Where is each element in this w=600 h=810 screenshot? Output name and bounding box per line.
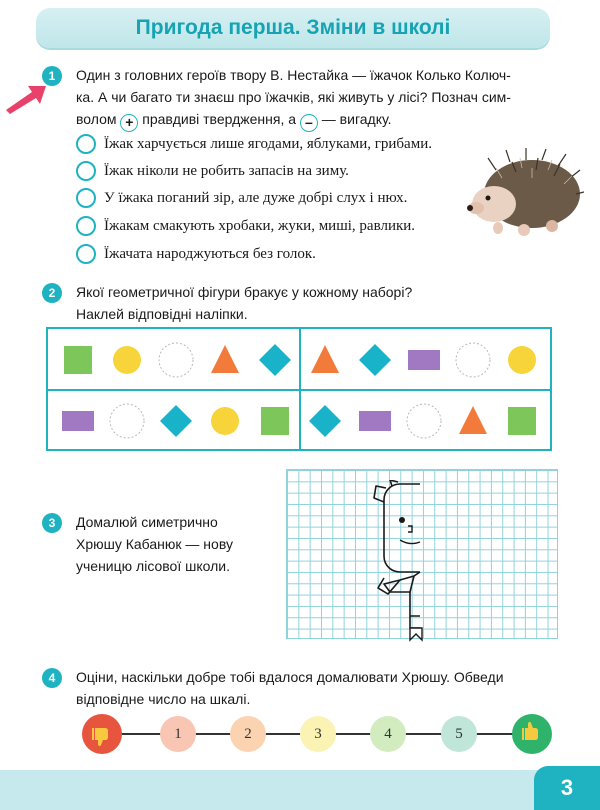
task-1-text: Один з головних героїв твору В. Нестайка — їжачок Колько Колюч- ка. А чи багато ти знаєш про їжачків, які живуть у лісі? Познач сим- волом + правдиві твердження, а – — вигадку. bbox=[76, 67, 511, 130]
scale-value-1[interactable]: 1 bbox=[160, 716, 196, 752]
answer-circle[interactable] bbox=[76, 161, 96, 181]
scale-value-3[interactable]: 3 bbox=[300, 716, 336, 752]
task-number-1: 1 bbox=[42, 66, 62, 86]
task-number-3: 3 bbox=[42, 513, 62, 533]
minus-symbol-icon: – bbox=[300, 114, 318, 132]
rect-purple-shape bbox=[359, 411, 391, 431]
rect-purple-shape bbox=[62, 411, 94, 431]
hedgehog-image bbox=[466, 148, 584, 240]
diamond-blue-shape bbox=[309, 405, 341, 437]
footer-band bbox=[0, 770, 600, 810]
empty-sticker-slot[interactable] bbox=[110, 404, 144, 438]
answer-circle[interactable] bbox=[76, 216, 96, 236]
shapes-table bbox=[46, 327, 552, 451]
title-box bbox=[36, 8, 550, 48]
square-green-shape bbox=[508, 407, 536, 435]
scale-value-2[interactable]: 2 bbox=[230, 716, 266, 752]
circle-yellow-shape bbox=[211, 407, 239, 435]
square-green-shape bbox=[64, 346, 92, 374]
scale-value-5[interactable]: 5 bbox=[441, 716, 477, 752]
answer-option-5[interactable]: Їжачата народжуються без голок. bbox=[76, 243, 316, 265]
triangle-orange-shape bbox=[459, 406, 487, 434]
page-number: 3 bbox=[534, 766, 600, 810]
task-number-4: 4 bbox=[42, 668, 62, 688]
diamond-blue-shape bbox=[359, 344, 391, 376]
answer-option-4[interactable]: Їжакам смакують хробаки, жуки, миші, равлики. bbox=[76, 215, 415, 237]
empty-sticker-slot[interactable] bbox=[407, 404, 441, 438]
empty-sticker-slot[interactable] bbox=[456, 343, 490, 377]
answer-option-1[interactable]: Їжак харчується лише ягодами, яблуками, грибами. bbox=[76, 133, 432, 155]
answer-circle[interactable] bbox=[76, 134, 96, 154]
answer-option-3[interactable]: У їжака поганий зір, але дуже добрі слух і нюх. bbox=[76, 187, 407, 209]
circle-yellow-shape bbox=[113, 346, 141, 374]
task-2-text: Якої геометричної фігури бракує у кожному наборі? Наклей відповідні наліпки. bbox=[76, 284, 413, 322]
page-title: Пригода перша. Зміни в школі bbox=[135, 16, 451, 39]
scale-value-4[interactable]: 4 bbox=[370, 716, 406, 752]
task-3-text: Домалюй симетрично Хрюшу Кабанюк — нову ученицю лісової школи. bbox=[76, 514, 233, 574]
diamond-blue-shape bbox=[160, 405, 192, 437]
thumbs-down-icon[interactable] bbox=[82, 714, 122, 754]
pig-half-drawing bbox=[370, 480, 430, 644]
square-green-shape bbox=[261, 407, 289, 435]
task-number-2: 2 bbox=[42, 283, 62, 303]
plus-symbol-icon: + bbox=[120, 114, 138, 132]
diamond-blue-shape bbox=[259, 344, 291, 376]
task-4-text: Оціни, наскільки добре тобі вдалося домалювати Хрюшу. Обведи відповідне число на шкалі. bbox=[76, 669, 504, 707]
answer-circle[interactable] bbox=[76, 188, 96, 208]
pointer-arrow-icon bbox=[2, 80, 48, 114]
thumbs-up-icon[interactable] bbox=[512, 714, 552, 754]
answer-option-2[interactable]: Їжак ніколи не робить запасів на зиму. bbox=[76, 160, 349, 182]
circle-yellow-shape bbox=[508, 346, 536, 374]
empty-sticker-slot[interactable] bbox=[159, 343, 193, 377]
answer-circle[interactable] bbox=[76, 244, 96, 264]
rect-purple-shape bbox=[408, 350, 440, 370]
triangle-orange-shape bbox=[311, 345, 339, 373]
triangle-orange-shape bbox=[211, 345, 239, 373]
